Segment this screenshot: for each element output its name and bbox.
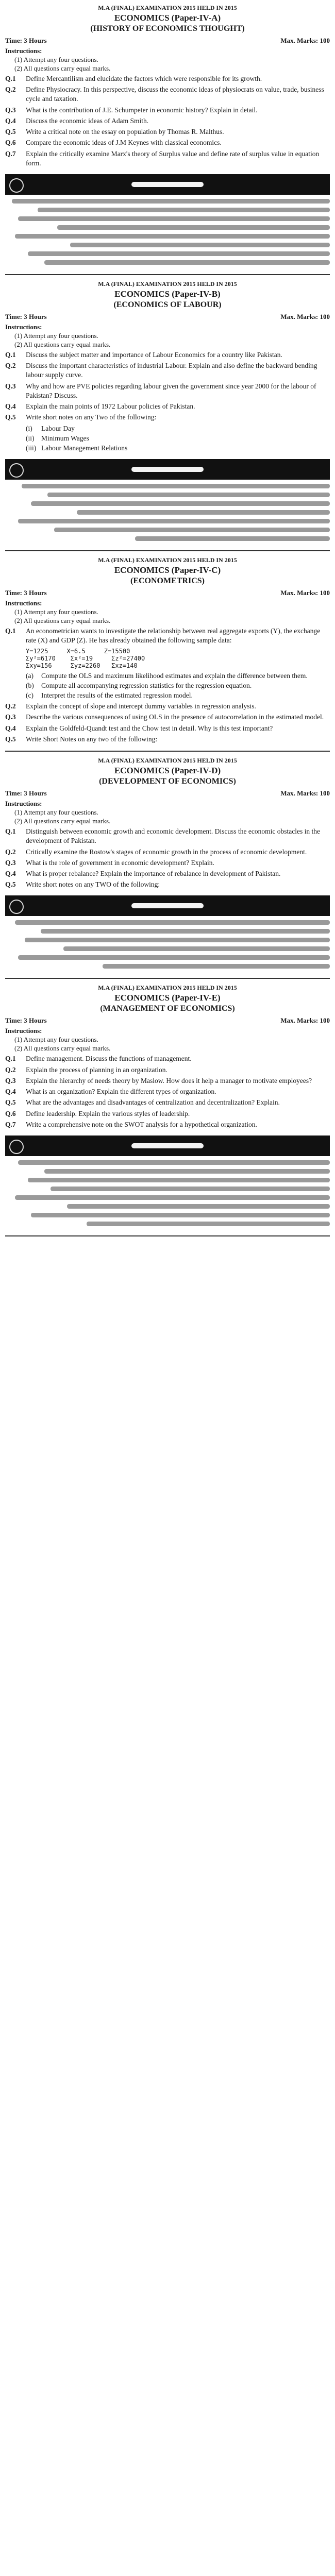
instructions-label: Instructions: bbox=[5, 47, 42, 55]
urdu-text-line bbox=[63, 946, 330, 951]
urdu-text-line bbox=[18, 216, 330, 221]
question bbox=[5, 724, 330, 733]
question-text: Define Mercantilism and elucidate the factors which were responsible for its growth. bbox=[26, 75, 262, 82]
question-text: What are the advantages and disadvantages of centralization and decentralization? Explain. bbox=[26, 1098, 280, 1107]
subpart-number: (b) bbox=[26, 681, 34, 689]
subpart-number: (a) bbox=[26, 671, 34, 680]
question-text: Write Short Notes on any two of the following: bbox=[26, 735, 158, 743]
paper-title: (DEVELOPMENT OF ECONOMICS) bbox=[99, 777, 236, 786]
question bbox=[5, 413, 330, 422]
question bbox=[5, 858, 330, 868]
paper-management-of-economics bbox=[5, 984, 330, 1236]
instruction-item: (1) Attempt any four questions. bbox=[14, 608, 98, 616]
question bbox=[5, 869, 330, 878]
question-number: Q.1 bbox=[5, 827, 16, 836]
urdu-calligraphy-title bbox=[131, 903, 204, 908]
question bbox=[5, 1054, 330, 1063]
board-seal-icon bbox=[9, 463, 24, 478]
instruction-item: (1) Attempt any four questions. bbox=[14, 56, 98, 63]
urdu-text-line bbox=[31, 1213, 330, 1217]
urdu-header-banner bbox=[5, 459, 330, 480]
paper-subject: ECONOMICS (Paper-IV-A) bbox=[114, 13, 221, 23]
question-text: Define leadership. Explain the various styles of leadership. bbox=[26, 1109, 190, 1117]
question-text: Discuss the important characteristics of industrial Labour. Explain and also define the backward bending labour supply curve. bbox=[26, 362, 317, 379]
subpart-number: (ii) bbox=[26, 434, 35, 442]
question-text: Explain the process of planning in an organization. bbox=[26, 1065, 167, 1074]
question bbox=[5, 350, 330, 360]
question-number: Q.1 bbox=[5, 75, 16, 82]
urdu-text-line bbox=[77, 510, 330, 515]
instruction-item: (2) All questions carry equal marks. bbox=[14, 64, 111, 72]
question-number: Q.2 bbox=[5, 702, 16, 710]
question-number: Q.1 bbox=[5, 627, 16, 635]
paper-title: (MANAGEMENT OF ECONOMICS) bbox=[100, 1004, 235, 1013]
question-number: Q.1 bbox=[5, 1055, 16, 1063]
paper-subject: ECONOMICS (Paper-IV-C) bbox=[114, 565, 221, 575]
urdu-header-banner bbox=[5, 1136, 330, 1156]
question bbox=[5, 402, 330, 411]
question-number: Q.5 bbox=[5, 735, 16, 743]
question-number: Q.6 bbox=[5, 139, 16, 147]
urdu-text-line bbox=[22, 484, 330, 488]
question bbox=[5, 361, 330, 380]
urdu-text-block bbox=[5, 199, 330, 265]
question-number: Q.3 bbox=[5, 1076, 16, 1084]
question bbox=[5, 713, 330, 722]
subpart-text: Compute all accompanying regression statistics for the regression equation. bbox=[41, 681, 252, 689]
urdu-text-line bbox=[41, 929, 330, 934]
time-label: Time: 3 Hours bbox=[5, 589, 47, 597]
urdu-text-line bbox=[87, 1222, 330, 1226]
question bbox=[5, 827, 330, 845]
question bbox=[5, 848, 330, 857]
instructions-label: Instructions: bbox=[5, 1027, 42, 1035]
urdu-calligraphy-title bbox=[131, 182, 204, 187]
paper-development-of-economics bbox=[5, 757, 330, 979]
urdu-text-line bbox=[18, 955, 330, 960]
subpart-number: (c) bbox=[26, 691, 34, 700]
question bbox=[5, 1109, 330, 1118]
paper-meta bbox=[5, 1016, 330, 1025]
instruction-item: (1) Attempt any four questions. bbox=[14, 1036, 98, 1044]
question-number: Q.4 bbox=[5, 402, 16, 411]
urdu-text-line bbox=[15, 1195, 330, 1200]
urdu-text-line bbox=[44, 1169, 330, 1174]
urdu-text-line bbox=[15, 234, 330, 239]
urdu-calligraphy-title bbox=[131, 467, 204, 472]
question-text: Write a critical note on the essay on population by Thomas R. Malthus. bbox=[26, 128, 224, 136]
urdu-text-line bbox=[70, 243, 330, 247]
sample-data-formula: Y=1225 X=6.5 Z=15500 Σy²=6170 Σx²=19 Σz²=27400 Σxy=156 Σyz=2260 Σxz=140 bbox=[26, 647, 145, 669]
question bbox=[5, 74, 330, 83]
urdu-text-line bbox=[38, 208, 330, 212]
subpart bbox=[26, 444, 330, 453]
urdu-text-line bbox=[135, 536, 330, 541]
question-text: What is the contribution of J.E. Schumpeter in economic history? Explain in detail. bbox=[26, 106, 258, 114]
subpart-text: Compute the OLS and maximum likelihood estimates and explain the difference between them. bbox=[41, 671, 308, 680]
urdu-text-block bbox=[5, 484, 330, 541]
paper-meta bbox=[5, 789, 330, 798]
question bbox=[5, 1087, 330, 1096]
urdu-text-line bbox=[103, 964, 330, 969]
board-seal-icon bbox=[9, 178, 24, 193]
urdu-header-banner bbox=[5, 895, 330, 916]
question-number: Q.5 bbox=[5, 880, 16, 889]
question-number: Q.4 bbox=[5, 870, 16, 877]
paper-title: (ECONOMETRICS) bbox=[130, 577, 205, 586]
question-number: Q.5 bbox=[5, 413, 16, 421]
urdu-text-line bbox=[12, 199, 330, 204]
question bbox=[5, 1098, 330, 1107]
question-text: An econometrician wants to investigate the relationship between real aggregate exports (Y), the exchange rate (X) and GDP (Z). He has already obtained the following sample data: bbox=[26, 627, 321, 645]
question bbox=[5, 85, 330, 104]
question-number: Q.3 bbox=[5, 858, 16, 867]
question-number: Q.2 bbox=[5, 1065, 16, 1074]
question bbox=[5, 1120, 330, 1129]
marks-label: Max. Marks: 100 bbox=[280, 789, 330, 798]
paper-history-of-economics bbox=[5, 4, 330, 275]
question-text: Critically examine the Rostow's stages of economic growth in the process of economic development. bbox=[26, 848, 307, 856]
question-number: Q.2 bbox=[5, 848, 16, 856]
question-number: Q.6 bbox=[5, 1109, 16, 1117]
question bbox=[5, 138, 330, 147]
question-number: Q.3 bbox=[5, 713, 16, 721]
exam-line: M.A (FINAL) EXAMINATION 2015 HELD IN 2015 bbox=[98, 280, 237, 287]
instruction-item: (2) All questions carry equal marks. bbox=[14, 340, 111, 348]
time-label: Time: 3 Hours bbox=[5, 37, 47, 44]
paper-title: (HISTORY OF ECONOMICS THOUGHT) bbox=[90, 24, 245, 33]
subpart bbox=[26, 671, 330, 681]
marks-label: Max. Marks: 100 bbox=[280, 1016, 330, 1025]
subpart-text: Interpret the results of the estimated regression model. bbox=[41, 691, 193, 700]
question bbox=[5, 116, 330, 126]
urdu-text-block bbox=[5, 1160, 330, 1226]
question-number: Q.3 bbox=[5, 382, 16, 390]
question-number: Q.5 bbox=[5, 1098, 16, 1107]
question-text: Why and how are PVE policies regarding labour given the government since year 2000 for the labour of Pakistan? Discuss. bbox=[26, 382, 316, 399]
question-text: Compare the economic ideas of J.M Keynes with classical economics. bbox=[26, 139, 222, 147]
urdu-calligraphy-title bbox=[131, 1143, 204, 1148]
urdu-text-line bbox=[18, 519, 330, 523]
urdu-header-banner bbox=[5, 174, 330, 195]
paper-subject: ECONOMICS (Paper-IV-D) bbox=[114, 766, 221, 776]
urdu-text-block bbox=[5, 920, 330, 969]
urdu-text-line bbox=[57, 225, 330, 230]
urdu-text-line bbox=[67, 1204, 330, 1209]
question-text: What is proper rebalance? Explain the importance of rebalance in development of Pakistan. bbox=[26, 870, 281, 877]
question-number: Q.5 bbox=[5, 128, 16, 136]
marks-label: Max. Marks: 100 bbox=[280, 37, 330, 44]
exam-line: M.A (FINAL) EXAMINATION 2015 HELD IN 2015 bbox=[98, 4, 237, 11]
paper-meta bbox=[5, 37, 330, 45]
paper-econometrics bbox=[5, 556, 330, 752]
instruction-item: (1) Attempt any four questions. bbox=[14, 331, 98, 340]
question bbox=[5, 127, 330, 137]
instructions-label: Instructions: bbox=[5, 599, 42, 607]
subpart-text: Minimum Wages bbox=[41, 434, 89, 442]
urdu-text-line bbox=[25, 938, 330, 942]
question bbox=[5, 149, 330, 168]
paper-meta bbox=[5, 313, 330, 321]
question-text: Write short notes on any Two of the following: bbox=[26, 413, 157, 421]
paper-economics-of-labour bbox=[5, 280, 330, 551]
question-number: Q.2 bbox=[5, 86, 16, 94]
subpart-number: (i) bbox=[26, 424, 32, 432]
question-text: Explain the main points of 1972 Labour policies of Pakistan. bbox=[26, 402, 195, 411]
question-text: Write short notes on any TWO of the following: bbox=[26, 880, 160, 889]
urdu-text-line bbox=[18, 1160, 330, 1165]
subpart-text: Labour Management Relations bbox=[41, 444, 128, 452]
urdu-text-line bbox=[31, 501, 330, 506]
instruction-item: (2) All questions carry equal marks. bbox=[14, 817, 111, 825]
question-text: Explain the concept of slope and intercept dummy variables in regression analysis. bbox=[26, 702, 256, 710]
question bbox=[5, 1065, 330, 1075]
urdu-text-line bbox=[44, 260, 330, 265]
urdu-text-line bbox=[28, 1178, 330, 1182]
question-text: Write a comprehensive note on the SWOT analysis for a hypothetical organization. bbox=[26, 1120, 257, 1128]
exam-line: M.A (FINAL) EXAMINATION 2015 HELD IN 2015 bbox=[98, 556, 237, 564]
question-text: Describe the various consequences of using OLS in the presence of autocorrelation in the estimated model. bbox=[26, 713, 324, 721]
instruction-item: (1) Attempt any four questions. bbox=[14, 808, 98, 817]
instructions-label: Instructions: bbox=[5, 323, 42, 331]
question-text: Explain the hierarchy of needs theory by Maslow. How does it help a manager to motivate employees? bbox=[26, 1076, 312, 1084]
subpart-number: (iii) bbox=[26, 444, 37, 452]
urdu-text-line bbox=[28, 251, 330, 256]
question-number: Q.4 bbox=[5, 116, 16, 125]
urdu-text-line bbox=[54, 528, 330, 532]
instruction-item: (2) All questions carry equal marks. bbox=[14, 1044, 111, 1053]
subpart bbox=[26, 434, 330, 443]
question-text: Explain the Goldfeld-Quandt test and the Chow test in detail. Why is this test important? bbox=[26, 724, 273, 732]
time-label: Time: 3 Hours bbox=[5, 789, 47, 798]
subpart bbox=[26, 681, 330, 690]
question-text: Discuss the subject matter and importance of Labour Economics for a country like Pakistan. bbox=[26, 350, 282, 359]
question-number: Q.4 bbox=[5, 724, 16, 732]
marks-label: Max. Marks: 100 bbox=[280, 589, 330, 597]
question bbox=[5, 880, 330, 889]
instruction-item: (2) All questions carry equal marks. bbox=[14, 617, 111, 625]
question-text: Define management. Discuss the functions of management. bbox=[26, 1055, 192, 1063]
question bbox=[5, 702, 330, 711]
urdu-text-line bbox=[47, 493, 330, 497]
question bbox=[5, 626, 330, 645]
question-text: Define Physiocracy. In this perspective, discuss the economic ideas of physiocrats on value, trade, business cycle and taxation. bbox=[26, 86, 324, 103]
board-seal-icon bbox=[9, 1140, 24, 1154]
board-seal-icon bbox=[9, 900, 24, 914]
question-number: Q.7 bbox=[5, 149, 16, 158]
question-number: Q.1 bbox=[5, 350, 16, 359]
question-text: Discuss the economic ideas of Adam Smith. bbox=[26, 116, 149, 125]
paper-subject: ECONOMICS (Paper-IV-E) bbox=[114, 993, 221, 1003]
subpart bbox=[26, 424, 330, 433]
question bbox=[5, 106, 330, 115]
question-text: Explain the critically examine Marx's theory of Surplus value and define rate of surplus value in equation form. bbox=[26, 149, 320, 167]
question-text: What is the role of government in economic development? Explain. bbox=[26, 858, 214, 867]
subpart-text: Labour Day bbox=[41, 424, 75, 432]
time-label: Time: 3 Hours bbox=[5, 312, 47, 320]
paper-meta bbox=[5, 589, 330, 597]
subpart bbox=[26, 691, 330, 700]
exam-line: M.A (FINAL) EXAMINATION 2015 HELD IN 2015 bbox=[98, 984, 237, 992]
question bbox=[5, 1076, 330, 1086]
instructions-label: Instructions: bbox=[5, 800, 42, 808]
question bbox=[5, 735, 330, 744]
question-number: Q.7 bbox=[5, 1120, 16, 1128]
question-number: Q.2 bbox=[5, 362, 16, 370]
exam-line: M.A (FINAL) EXAMINATION 2015 HELD IN 2015 bbox=[98, 757, 237, 765]
paper-title: (ECONOMICS OF LABOUR) bbox=[113, 300, 222, 309]
question-text: Distinguish between economic growth and economic development. Discuss the economic obstacles in the development of Pakistan. bbox=[26, 827, 320, 845]
urdu-text-line bbox=[15, 920, 330, 925]
question-number: Q.3 bbox=[5, 106, 16, 114]
question bbox=[5, 382, 330, 400]
question-number: Q.4 bbox=[5, 1088, 16, 1096]
question-text: What is an organization? Explain the different types of organization. bbox=[26, 1088, 216, 1096]
urdu-text-line bbox=[51, 1187, 330, 1191]
paper-subject: ECONOMICS (Paper-IV-B) bbox=[114, 289, 221, 299]
time-label: Time: 3 Hours bbox=[5, 1016, 47, 1025]
marks-label: Max. Marks: 100 bbox=[280, 312, 330, 320]
